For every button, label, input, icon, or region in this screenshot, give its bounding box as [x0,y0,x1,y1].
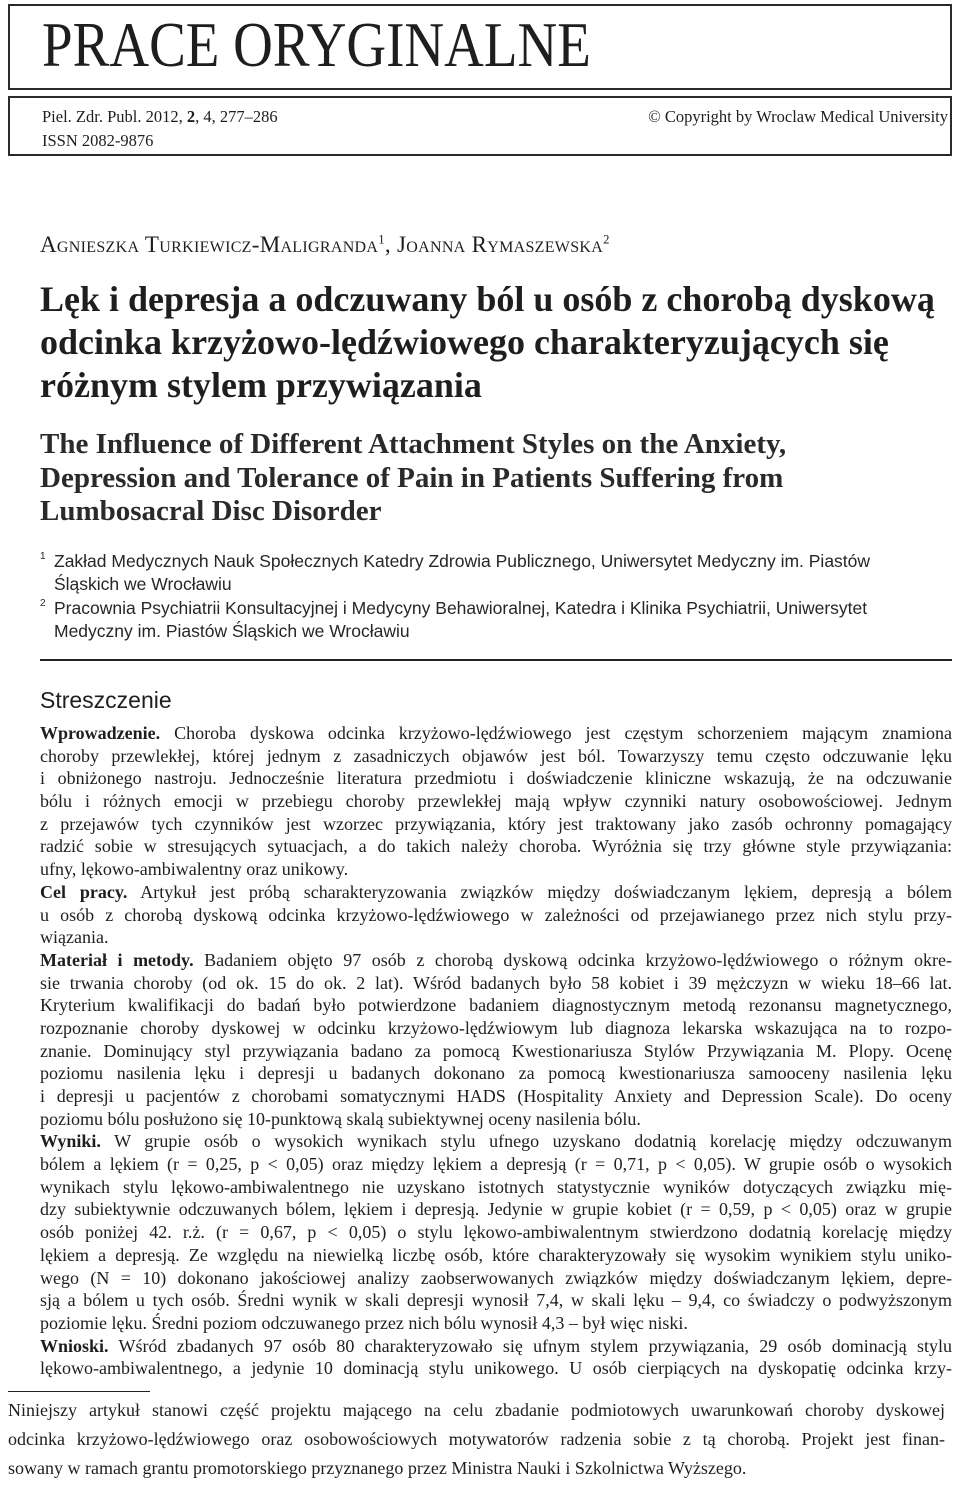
affiliation [40,597,952,643]
section-title: PRACE ORYGINALNE [42,9,591,80]
abstract-line: sie trwania choroby (od ok. 15 do ok. 2 lat). Wśród badanych było 58 kobiet i 39 mężczyzn w wieku 18–66 lat. [40,972,952,993]
affiliation-mark: 1 [40,551,46,562]
abstract-section-introduction [40,722,952,881]
title-line: The Influence of Different Attachment Styles on the Anxiety, [40,428,787,460]
citation-head: Piel. Zdr. Publ. 2012, [42,107,183,126]
abstract-line [40,722,952,745]
journal-issn: ISSN 2082-9876 [42,131,154,150]
citation-tail: , 4, 277–286 [195,107,278,126]
abstract-text: W grupie osób o wysokich wynikach stylu ufnego uzyskano dodatnią korelację między odczuwanym [114,1131,952,1152]
abstract-line: wynikach stylu lękowo-ambiwalentnego nie uzyskano istotnych statystycznie wyników dotyczących związku mię- [40,1176,952,1197]
funding-footnote [8,1396,945,1483]
article-title-english [40,428,952,529]
copyright-notice: © Copyright by Wroclaw Medical University [648,107,948,126]
journal-citation [42,106,278,128]
abstract-line: choroby przewlekłej, której jednym z zasadniczych objawów jest ból. Towarzyszy temu często odczuwanie lęku [40,745,952,766]
abstract-line: Kryterium kwalifikacji do badań było potwierdzone badaniem diagnostycznym metodą rezonansu magnetycznego, [40,995,952,1016]
abstract-line: poziomu bólu posłużono się 10-punktową skalą subiektywnej oceny nasilenia bólu. [40,1108,641,1129]
title-line: Lumbosacral Disc Disorder [40,495,382,527]
abstract-line: poziomu nasilenia lęku i depresji u badanych dokonano za pomocą kwestionariusza samooceny nasilenia lęku [40,1063,952,1084]
author-name: Agnieszka Turkiewicz-Maligranda [40,232,379,257]
abstract-line [40,1130,952,1153]
abstract-body [40,722,952,1380]
abstract-line: wiązania. [40,927,109,948]
section-divider [40,659,952,661]
abstract-line: i obniżonego nastroju. Jednocześnie literatura przedmiotu i doświadczenie kliniczne wskazują, że na odczuwanie [40,768,952,789]
affiliation-line: Medyczny im. Piastów Śląskich we Wrocławiu [54,621,410,641]
abstract-line: lękowo-ambiwalentnego, a jedynie 10 dominacją stylu unikowego. U osób cierpiących na dyskopatię odcinka krzy- [40,1358,952,1379]
footnote-line: odcinka krzyżowo-lędźwiowego oraz osobowościowych motywatorów radzenia sobie z tą chorobą. Projekt jest finan- [8,1429,945,1449]
journal-info-frame [8,96,952,156]
affiliation-line: Pracownia Psychiatrii Konsultacyjnej i Medycyny Behawioralnej, Katedra i Klinika Psychiatrii, Uniwersytet [54,598,868,618]
abstract-line: osób poniżej 42. r.ż. (r = 0,67, p < 0,05) o stylu lękowo-ambiwalentnym stwierdzono dodatnią korelację między [40,1222,952,1243]
abstract-text: Artykuł jest próbą scharakteryzowania związków między doświadczanym lękiem, depresją a bólem [140,881,952,902]
author-affiliation-mark: 1 [378,232,385,247]
abstract-line: poziomie lęku. Średni poziom odczuwanego przez nich bólu wynosił 4,3 – był więc niski. [40,1312,688,1333]
author-list [40,231,610,259]
abstract-line: sją a bólem u tych osób. Średni wynik w skali depresji wynosił 7,4, w skali lęku – 9,4, co świadczy o podwyższonym [40,1290,952,1311]
section-header-frame [8,4,952,90]
abstract-line [40,881,952,904]
author-separator: , [384,232,391,257]
abstract-text: Wśród zbadanych 97 osób 80 charakteryzowało się ufnym stylem przywiązania, 29 osób dominacją stylu [118,1335,952,1356]
abstract-line: lękiem a depresją. Ze względu na niewielką liczbę osób, które charakteryzowały się wysokim wynikiem stylu uniko- [40,1244,952,1265]
section-label: Materiał i metody. [40,949,194,970]
footnote-line: sowany w ramach grantu promotorskiego przyznanego przez Ministra Nauki i Szkolnictwa Wyższego. [8,1458,747,1478]
author-name: Joanna Rymaszewska [397,232,604,257]
article-title-polish [40,278,952,407]
abstract-text: Badaniem objęto 97 osób z chorobą dyskową odcinka krzyżowo-lędźwiowego o różnym okre- [204,949,952,970]
section-label: Wprowadzenie. [40,723,161,743]
affiliation-line: Zakład Medycznych Nauk Społecznych Katedry Zdrowia Publicznego, Uniwersytet Medyczny im. Piastów [54,551,871,571]
abstract-line: wego (N = 10) dokonano jakościowej analizy zaobserwowanych związków między doświadczanym lękiem, depre- [40,1267,952,1288]
abstract-line: bólem a lękiem (r = 0,25, p < 0,05) oraz między lękiem a depresją (r = 0,71, p < 0,05). W grupie osób o wysokich [40,1154,952,1175]
abstract-line: rozpoznanie choroby dyskowej w odcinku krzyżowo-lędźwiowym lub diagnoza lekarska wskazująca na to rozpo- [40,1017,952,1038]
abstract-section-methods [40,949,952,1131]
abstract-text: Choroba dyskowa odcinka krzyżowo-lędźwiowego jest częstym schorzeniem mającym znamiona [174,723,952,743]
abstract-line: bólu i różnych emocji w przebiegu choroby przewlekłej mają wpływ czynniki natury osobowościowej. Jednym [40,791,952,812]
affiliation [40,550,952,596]
affiliation-line: Śląskich we Wrocławiu [54,574,232,594]
title-line: Depression and Tolerance of Pain in Patients Suffering from [40,461,784,494]
abstract-line [40,949,952,972]
affiliation-mark: 2 [40,598,46,609]
citation-volume: 2 [186,107,196,126]
abstract-section-aim [40,881,952,949]
title-line: odcinka krzyżowo-lędźwiowego charakteryzujących się [40,322,889,362]
abstract-line: radzić sobie w stresujących sytuacjach, a do takich należy choroba. Wyróżnia się trzy główne style przywiązania: [40,836,952,857]
abstract-heading: Streszczenie [40,687,172,713]
title-line: różnym stylem przywiązania [40,365,482,405]
section-label: Wyniki. [40,1131,101,1152]
abstract-line: z przejawów tych czynników jest wzorzec przywiązania, który jest traktowany jako zasób ochronny pomagający [40,813,952,834]
author-affiliation-mark: 2 [603,232,610,247]
title-line: Lęk i depresja a odczuwany ból u osób z chorobą dyskową [40,279,935,319]
abstract-line: ufny, lękowo-ambiwalentny oraz unikowy. [40,859,349,880]
footnote-line: Niniejszy artykuł stanowi część projektu mającego na celu zbadanie podmiotowych uwarunkowań choroby dyskowej [8,1400,945,1420]
abstract-section-results [40,1130,952,1334]
abstract-line: u osób z chorobą dyskową odcinka krzyżowo-lędźwiowego w zależności od przejawianego przez nich stylu przy- [40,904,952,925]
section-label: Wnioski. [40,1335,109,1356]
section-label: Cel pracy. [40,881,128,902]
abstract-line: i depresji u pacjentów z chorobami somatycznymi HADS (Hospitality Anxiety and Depression Scale). Do oceny [40,1086,952,1106]
abstract-line: znanie. Dominujący styl przywiązania badano za pomocą Kwestionariusza Stylów Przywiązania M. Plopy. Ocenę [40,1040,952,1061]
abstract-section-conclusions [40,1335,952,1380]
abstract-line [40,1335,952,1358]
footnote-separator [8,1391,150,1392]
abstract-line: dzy subiektywnie odczuwanych bólem, lękiem i depresją. Jedynie w grupie kobiet (r = 0,59, p < 0,05) oraz w grupie [40,1199,952,1220]
